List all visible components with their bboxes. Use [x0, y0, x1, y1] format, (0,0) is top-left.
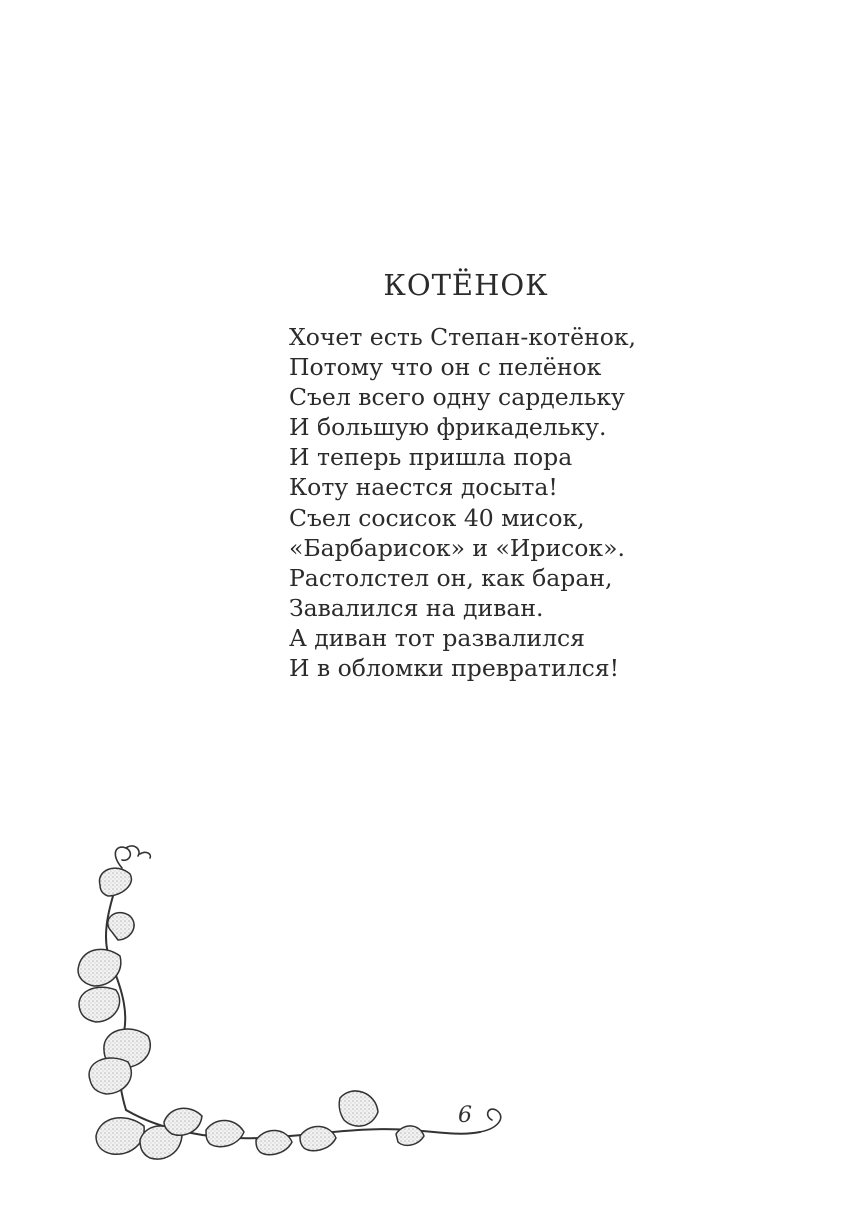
poem-title: КОТЁНОК [383, 268, 549, 302]
leaf-icon [89, 1058, 131, 1094]
morning-glory-flower-icon [78, 949, 121, 986]
poem-line: «Барбарисок» и «Ирисок». [289, 533, 625, 562]
morning-glory-flower-icon [339, 1091, 378, 1126]
leaf-icon [256, 1130, 292, 1154]
poem-body [289, 322, 636, 683]
poem-line: А диван тот развалился [289, 623, 586, 652]
poem-line: Потому что он с пелёнок [289, 353, 602, 382]
leaf-icon [79, 987, 120, 1022]
leaf-icon [164, 1108, 202, 1135]
poem-line: Хочет есть Степан-котёнок, [289, 323, 637, 351]
poem-line: Завалился на диван. [289, 593, 544, 622]
poem-line: Съел всего одну сардельку [289, 383, 625, 412]
tendril-icon [115, 847, 130, 868]
page-number: 6 [458, 1103, 472, 1128]
poem-line: И большую фрикадельку. [289, 413, 607, 442]
leaf-icon [96, 1118, 144, 1155]
leaf-icon [206, 1120, 244, 1146]
leaf-icon [396, 1126, 424, 1145]
tendril-icon [480, 1109, 501, 1132]
poem-line: И теперь пришла пора [289, 443, 573, 472]
floral-vine-ornament [60, 840, 530, 1180]
tendril-icon [140, 852, 150, 858]
leaf-icon [300, 1126, 336, 1150]
leaf-icon [99, 868, 131, 896]
poem-line: Съел сосисок 40 мисок, [289, 503, 585, 532]
poem-line: И в обломки превратился! [289, 654, 620, 683]
poem-line: Коту наестся досыта! [289, 473, 558, 502]
poem-line: Растолстел он, как баран, [289, 563, 613, 592]
tendril-icon [126, 846, 139, 856]
bud-icon [108, 913, 134, 940]
